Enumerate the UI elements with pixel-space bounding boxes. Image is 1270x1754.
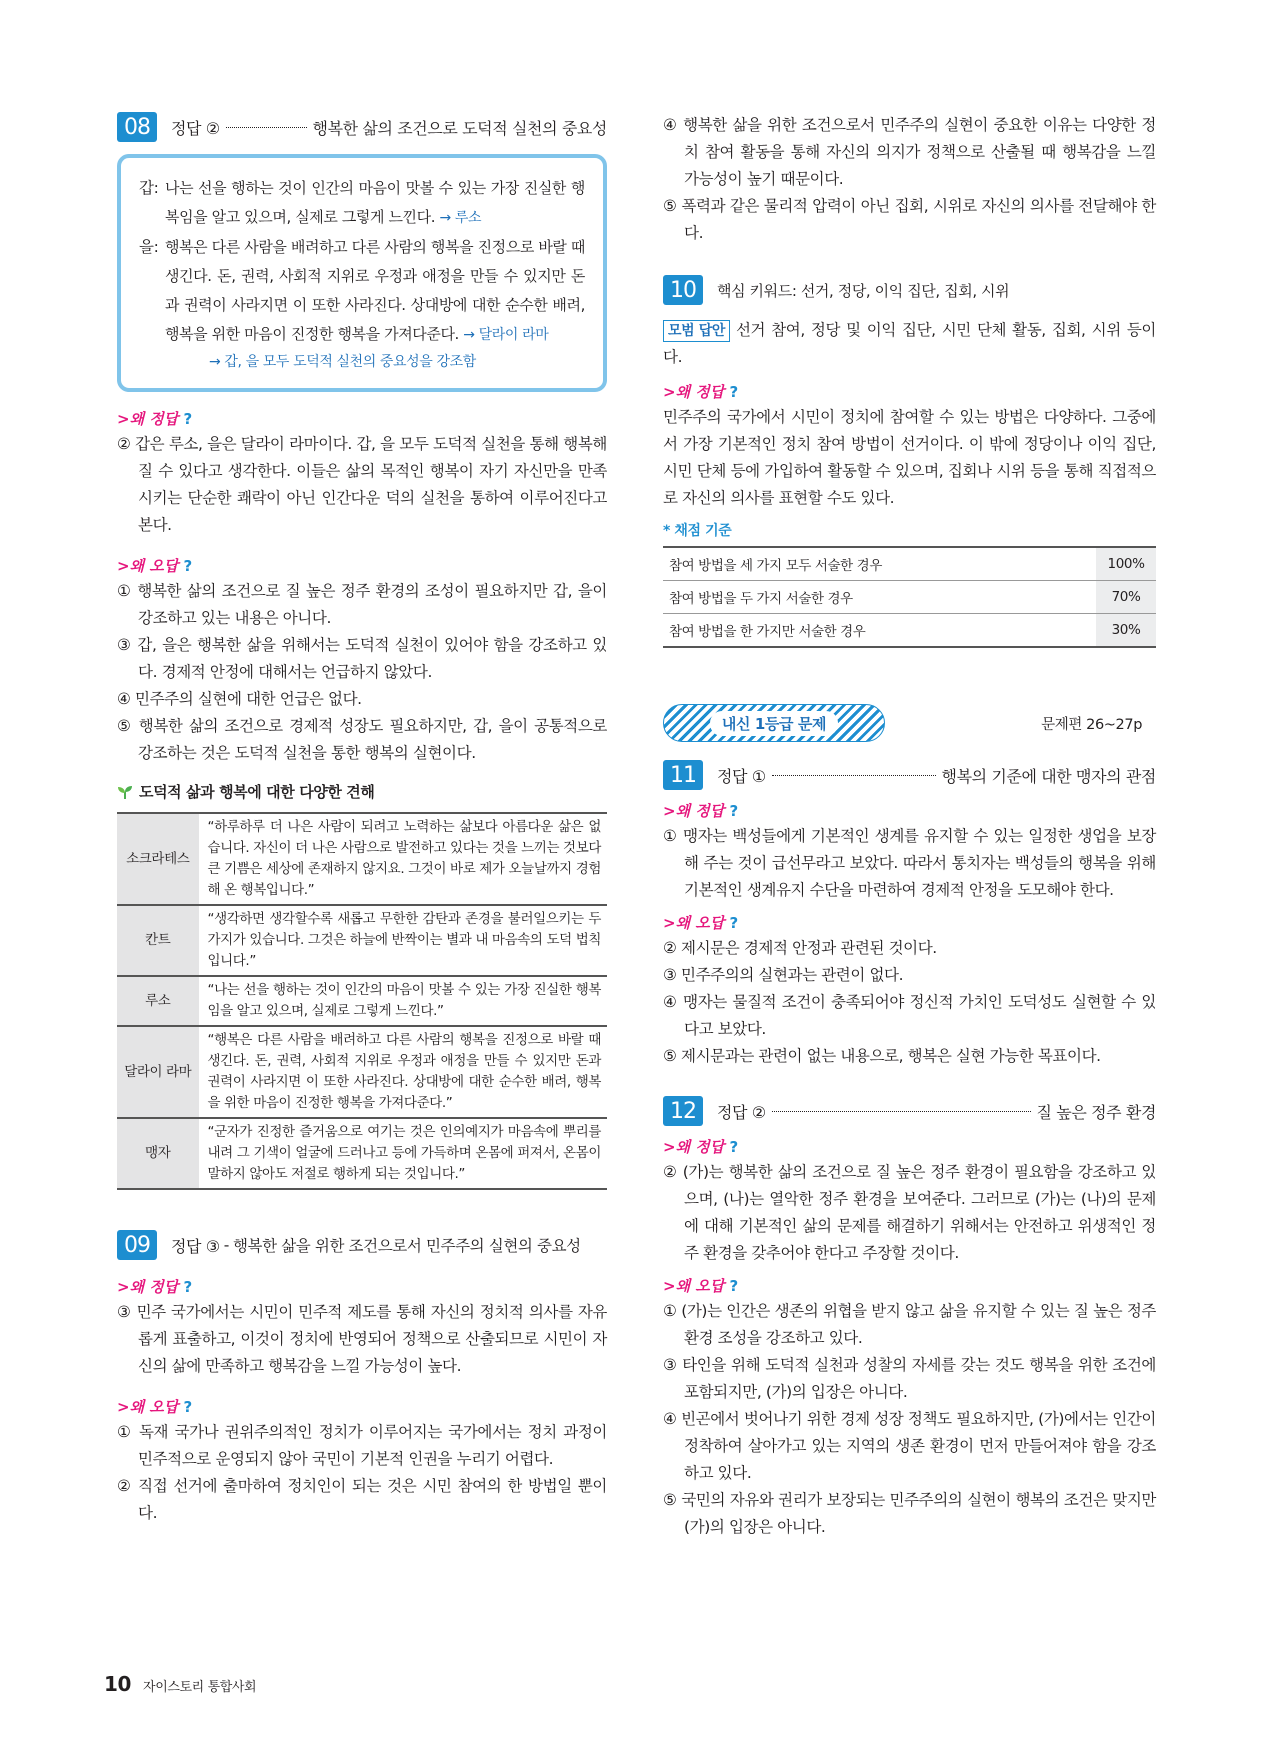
q12-title: 질 높은 정주 환경 (1036, 1102, 1156, 1122)
speaker-gap (139, 174, 585, 233)
q09-answer: 정답 ③ (171, 1236, 220, 1256)
why-correct-heading: >왜 정답 ? (663, 383, 739, 401)
view-quote: “군자가 진정한 즐거움으로 여기는 것은 인의예지가 마음속에 뿌리를 내려 그 기색이 얼굴에 드러나고 등에 가득하며 온몸에 퍼져서, 온몸이 말하지 않아도 저절로 행하게 되는 것입니다.” (199, 1118, 607, 1189)
model-answer-text: 선거 참여, 정당 및 이익 집단, 시민 단체 활동, 집회, 시위 등이다. (663, 321, 1156, 366)
page-footer (104, 1672, 256, 1696)
why-wrong-heading: >왜 오답 ? (663, 1277, 739, 1295)
q12-number: 12 (663, 1096, 703, 1126)
why-wrong-heading: >왜 오답 ? (117, 557, 193, 575)
q09-header (117, 1230, 607, 1260)
q08-header (117, 112, 607, 142)
criteria-desc: 참여 방법을 세 가지 모두 서술한 경우 (663, 547, 1096, 581)
q11-wrong-2: ② 제시문은 경제적 안정과 관련된 것이다. (663, 939, 937, 957)
view-name: 칸트 (117, 905, 199, 976)
dotted-leader (772, 1111, 1031, 1112)
speaker-eul-label: 을: (139, 238, 159, 256)
q11-header (663, 760, 1156, 790)
views-table-title: 도덕적 삶과 행복에 대한 다양한 견해 (139, 783, 375, 801)
section-banner (663, 704, 885, 742)
view-quote: “하루하루 더 나은 사람이 되려고 노력하는 삶보다 아름다운 삶은 없습니다. 자신이 더 나은 사람으로 발전하고 있다는 것을 느끼는 것보다 큰 기쁨은 세상에 존재하지 않지요. 그것이 바로 제가 오늘날까지 경험해 온 행복입니다.” (199, 813, 607, 905)
model-answer-badge: 모범 답안 (663, 320, 730, 342)
q09-wrong-4: ④ 행복한 삶을 위한 조건으로서 민주주의 실현이 중요한 이유는 다양한 정치 참여 활동을 통해 자신의 의지가 정책으로 산출될 때 행복감을 느낄 가능성이 높기 때문이다. (663, 116, 1156, 188)
q09-number: 09 (117, 1230, 157, 1260)
speaker-gap-note: → 루소 (439, 210, 482, 226)
view-name: 소크라테스 (117, 813, 199, 905)
speaker-gap-text: 나는 선을 행하는 것이 인간의 마음이 맛볼 수 있는 가장 진실한 행복임을 알고 있으며, 실제로 그렇게 느낀다. (165, 179, 585, 226)
criteria-desc: 참여 방법을 두 가지 서술한 경우 (663, 581, 1096, 614)
why-wrong-heading: >왜 오답 ? (663, 914, 739, 932)
q12-wrong-3: ③ 타인을 위해 도덕적 실천과 성찰의 자세를 갖는 것도 행복을 위한 조건에 포함되지만, (가)의 입장은 아니다. (663, 1356, 1156, 1401)
table-row (663, 614, 1156, 648)
q10-model-answer (663, 317, 1156, 371)
q11-wrong-5: ⑤ 제시문과는 관련이 없는 내용으로, 행복은 실현 가능한 목표이다. (663, 1047, 1101, 1065)
section-banner-row (663, 704, 1156, 742)
q09-wrong-2: ② 직접 선거에 출마하여 정치인이 되는 것은 시민 참여의 한 방법일 뿐이다. (117, 1477, 607, 1522)
scoring-table (663, 546, 1156, 648)
q12-wrong-5: ⑤ 국민의 자유와 권리가 보장되는 민주주의의 실현이 행복의 조건은 맞지만 (가)의 입장은 아니다. (663, 1491, 1156, 1536)
scoring-criteria-heading: * 채점 기준 (663, 523, 732, 539)
q08-wrong-5: ⑤ 행복한 삶의 조건으로 경제적 성장도 필요하지만, 갑, 을이 공통적으로 강조하는 것은 도덕적 실천을 통한 행복의 실현이다. (117, 717, 607, 762)
q12-wrong-4: ④ 빈곤에서 벗어나기 위한 경제 성장 정책도 필요하지만, (가)에서는 인간이 정착하여 살아가고 있는 지역의 생존 환경이 먼저 만들어져야 함을 강조하고 있다. (663, 1410, 1156, 1482)
speaker-gap-label: 갑: (139, 179, 159, 197)
q11-answer: 정답 ① (717, 766, 766, 786)
q08-number: 08 (117, 112, 157, 142)
q09-wrong-1: ① 독재 국가나 권위주의적인 정치가 이루어지는 국가에서는 정치 과정이 민주적으로 운영되지 않아 국민이 기본적 인권을 누리기 어렵다. (117, 1423, 607, 1468)
table-row (117, 1118, 607, 1189)
dotted-leader (226, 127, 307, 128)
q12-answer: 정답 ② (717, 1102, 766, 1122)
why-correct-heading: >왜 정답 ? (117, 1278, 193, 1296)
q12-wrong-1: ① (가)는 인간은 생존의 위협을 받지 않고 삶을 유지할 수 있는 질 높은 정주 환경 조성을 강조하고 있다. (663, 1302, 1156, 1347)
q09-correct-explanation: ③ 민주 국가에서는 시민이 민주적 제도를 통해 자신의 정치적 의사를 자유롭게 표출하고, 이것이 정치에 반영되어 정책으로 산출되므로 시민이 자신의 삶에 만족하고 행복감을 느낄 가능성이 높다. (117, 1303, 607, 1375)
view-quote: “행복은 다른 사람을 배려하고 다른 사람의 행복을 진정으로 바랄 때 생긴다. 돈, 권력, 사회적 지위로 우정과 애정을 만들 수 있지만 돈과 권력이 사라지면 이 또한 사라진다. 상대방에 대한 순수한 배려, 행복을 위한 마음이 진정한 행복을 가져다준다.” (199, 1026, 607, 1118)
q08-wrong-4: ④ 민주주의 실현에 대한 언급은 없다. (117, 690, 362, 708)
q08-correct-explanation: ② 갑은 루소, 을은 달라이 라마이다. 갑, 을 모두 도덕적 실천을 통해 행복해질 수 있다고 생각한다. 이들은 삶의 목적인 행복이 자기 자신만을 만족시키는 단순한 쾌락이 아닌 인간다운 덕의 실천을 통하여 이루어진다고 본다. (117, 435, 607, 534)
right-column (663, 112, 1156, 1541)
section-banner-label: 내신 1등급 문제 (710, 711, 838, 736)
speaker-eul (139, 233, 585, 350)
why-wrong-heading: >왜 오답 ? (117, 1398, 193, 1416)
page-reference: 문제편 26~27p (1041, 716, 1142, 733)
q08-title: 행복한 삶의 조건으로 도덕적 실천의 중요성 (312, 118, 607, 138)
table-row (117, 905, 607, 976)
dotted-leader (772, 775, 936, 776)
table-row (117, 1026, 607, 1118)
q11-wrong-4: ④ 맹자는 물질적 조건이 충족되어야 정신적 가치인 도덕성도 실현할 수 있다고 보았다. (663, 993, 1156, 1038)
q09-title: 행복한 삶을 위한 조건으로서 민주주의 실현의 중요성 (232, 1237, 581, 1255)
dash-separator: - (223, 1236, 229, 1254)
q10-explanation: 민주주의 국가에서 시민이 정치에 참여할 수 있는 방법은 다양하다. 그중에서 가장 기본적인 정치 참여 방법이 선거이다. 이 밖에 정당이나 이익 집단, 시민 단체 등에 가입하여 활동할 수 있으며, 집회나 시위 등을 통해 직접적으로 자신의 의사를 표현할 수도 있다. (663, 408, 1156, 507)
box-summary-note: → 갑, 을 모두 도덕적 실천의 중요성을 강조함 (209, 354, 476, 370)
q11-wrong-3: ③ 민주주의의 실현과는 관련이 없다. (663, 966, 904, 984)
q09-wrong-5: ⑤ 폭력과 같은 물리적 압력이 아닌 집회, 시위로 자신의 의사를 전달해야 한다. (663, 197, 1156, 242)
criteria-score: 70% (1096, 581, 1156, 614)
table-row (117, 976, 607, 1026)
criteria-score: 100% (1096, 547, 1156, 581)
criteria-desc: 참여 방법을 한 가지만 서술한 경우 (663, 614, 1096, 648)
views-table (117, 812, 607, 1190)
page-number: 10 (104, 1672, 132, 1696)
view-name: 맹자 (117, 1118, 199, 1189)
table-row (663, 581, 1156, 614)
q12-header (663, 1096, 1156, 1126)
book-title: 자이스토리 통합사회 (143, 1680, 257, 1695)
why-correct-heading: >왜 정답 ? (663, 1138, 739, 1156)
view-quote: “생각하면 생각할수록 새롭고 무한한 감탄과 존경을 불러일으키는 두 가지가 있습니다. 그것은 하늘에 반짝이는 별과 내 마음속의 도덕 법칙입니다.” (199, 905, 607, 976)
sprout-icon (117, 784, 133, 800)
q08-answer: 정답 ② (171, 118, 220, 138)
why-correct-heading: >왜 정답 ? (117, 410, 193, 428)
table-row (117, 813, 607, 905)
left-column (117, 112, 607, 1527)
q10-keywords: 핵심 키워드: 선거, 정당, 이익 집단, 집회, 시위 (717, 281, 1010, 300)
view-quote: “나는 선을 행하는 것이 인간의 마음이 맛볼 수 있는 가장 진실한 행복임을 알고 있으며, 실제로 그렇게 느낀다.” (199, 976, 607, 1026)
q12-correct-explanation: ② (가)는 행복한 삶의 조건으로 질 높은 정주 환경이 필요함을 강조하고 있으며, (나)는 열악한 정주 환경을 보여준다. 그러므로 (가)는 (나)의 문제에 대해 기본적인 삶의 문제를 해결하기 위해서는 안전하고 위생적인 정주 환경을 갖추어야 한다고 주장할 것이다. (663, 1163, 1156, 1262)
q11-title: 행복의 기준에 대한 맹자의 관점 (941, 766, 1156, 786)
speaker-eul-text: 행복은 다른 사람을 배려하고 다른 사람의 행복을 진정으로 바랄 때 생긴다. 돈, 권력, 사회적 지위로 우정과 애정을 만들 수 있지만 돈과 권력이 사라지면 이 또한 사라진다. 상대방에 대한 순수한 배려, 행복을 위한 마음이 진정한 행복을 가져다준다. (165, 238, 585, 343)
why-correct-heading: >왜 정답 ? (663, 802, 739, 820)
views-table-heading (117, 781, 607, 802)
q08-source-box (117, 154, 607, 392)
q08-wrong-1: ① 행복한 삶의 조건으로 질 높은 정주 환경의 조성이 필요하지만 갑, 을이 강조하고 있는 내용은 아니다. (117, 582, 607, 627)
q10-header (663, 275, 1156, 305)
criteria-score: 30% (1096, 614, 1156, 648)
speaker-eul-note: → 달라이 라마 (463, 327, 549, 343)
view-name: 루소 (117, 976, 199, 1026)
q11-number: 11 (663, 760, 703, 790)
q08-wrong-3: ③ 갑, 을은 행복한 삶을 위해서는 도덕적 실천이 있어야 함을 강조하고 있다. 경제적 안정에 대해서는 언급하지 않았다. (117, 636, 607, 681)
q10-number: 10 (663, 275, 703, 305)
q11-correct-explanation: ① 맹자는 백성들에게 기본적인 생계를 유지할 수 있는 일정한 생업을 보장해 주는 것이 급선무라고 보았다. 따라서 통치자는 백성들의 행복을 위해 기본적인 생계유지 수단을 마련하여 경제적 안정을 도모해야 한다. (663, 827, 1156, 899)
table-row (663, 547, 1156, 581)
view-name: 달라이 라마 (117, 1026, 199, 1118)
